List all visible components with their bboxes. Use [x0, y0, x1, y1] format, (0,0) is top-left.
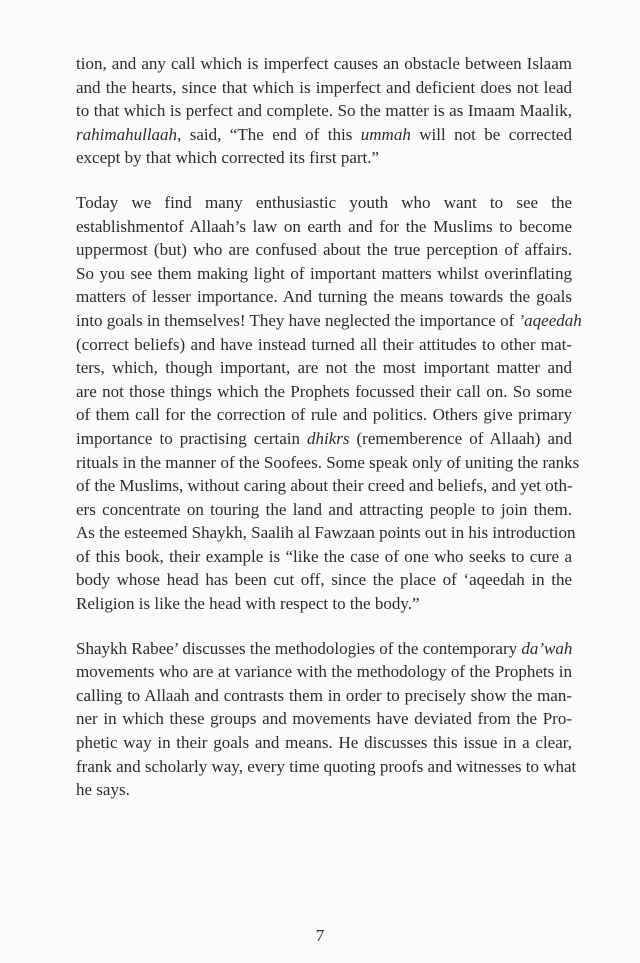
- text-run: As the esteemed Shaykh, Saalih al Fawzaan points out in his introduction: [76, 523, 576, 543]
- italic-term: rahimahullaah: [76, 124, 178, 144]
- text-line: [76, 660, 572, 684]
- text-run: importance to practising certain: [76, 428, 308, 448]
- text-run: Today we find many enthusiastic youth who want to see the: [76, 192, 572, 212]
- text-run: and the hearts, since that which is imperfect and deficient does not lead: [76, 77, 572, 97]
- text-run: phetic way in their goals and means. He discusses this issue in a clear,: [76, 733, 572, 753]
- text-run: of this book, their example is “like the case of one who seeks to cure a: [76, 546, 572, 566]
- text-line: [76, 333, 572, 357]
- text-line: [76, 285, 572, 309]
- text-line: [76, 637, 572, 661]
- text-run: body whose head has been cut off, since the place of ‘aqeedah in the: [76, 570, 572, 590]
- paragraph-2: [76, 191, 582, 616]
- text-run: tion, and any call which is imperfect causes an obstacle between Islaam: [76, 54, 572, 73]
- text-line: [76, 262, 572, 286]
- paragraph-1: [76, 52, 572, 170]
- text-run: are not those things which the Prophets focussed their call on. So some: [76, 381, 572, 401]
- text-line: [76, 545, 572, 569]
- text-run: calling to Allaah and contrasts them in order to precisely show the man-: [76, 685, 572, 705]
- text-run: except by that which corrected its first part.”: [76, 148, 380, 168]
- text-run: establishmentof Allaah’s law on earth and for the Muslims to become: [76, 216, 572, 236]
- text-run: (rememberence of Allaah) and: [349, 428, 572, 448]
- text-line: [76, 52, 572, 76]
- text-run: frank and scholarly way, every time quoting proofs and witnesses to what: [76, 756, 577, 776]
- text-run: matters of lesser importance. And turning the means towards the goals: [76, 287, 572, 307]
- text-run: ers concentrate on touring the land and attracting people to join them.: [76, 499, 572, 519]
- text-run: to that which is perfect and complete. So the matter is as Imaam Maalik,: [76, 101, 572, 121]
- text-line: [76, 707, 572, 731]
- text-line: [76, 309, 582, 333]
- text-run: Shaykh Rabee’ discusses the methodologies of the contemporary: [76, 638, 522, 658]
- text-line: [76, 755, 577, 779]
- italic-term: da’wah: [521, 638, 573, 658]
- text-line: [76, 191, 572, 215]
- text-line: [76, 498, 572, 522]
- text-run: rituals in the manner of the Soofees. Some speak only of uniting the ranks: [76, 452, 580, 472]
- text-run: he says.: [76, 780, 130, 800]
- page-body: [76, 52, 582, 802]
- text-line: [76, 778, 572, 802]
- text-run: of them call for the correction of rule and politics. Others give primary: [76, 405, 572, 425]
- text-line: [76, 474, 572, 498]
- italic-term: dhikrs: [307, 428, 350, 448]
- text-run: (correct beliefs) and have instead turned all their attitudes to other mat-: [76, 334, 572, 354]
- text-line: [76, 731, 572, 755]
- text-run: into goals in themselves! They have neglected the importance of: [76, 310, 519, 330]
- text-run: , said, “The end of this: [177, 124, 361, 144]
- text-run: ner in which these groups and movements have deviated from the Pro-: [76, 709, 572, 729]
- text-line: [76, 380, 572, 404]
- paragraph-3: [76, 637, 577, 802]
- text-run: uppermost (but) who are confused about the true perception of affairs.: [76, 240, 572, 260]
- text-run: will not be corrected: [410, 124, 572, 144]
- text-line: [76, 684, 572, 708]
- text-run: ters, which, though important, are not the most important matter and: [76, 358, 572, 378]
- text-line: [76, 521, 576, 545]
- text-line: [76, 99, 572, 123]
- text-line: [76, 123, 572, 147]
- text-line: [76, 427, 572, 451]
- text-line: [76, 215, 572, 239]
- text-line: [76, 403, 572, 427]
- text-line: [76, 568, 572, 592]
- text-line: [76, 451, 580, 475]
- text-run: Religion is like the head with respect to the body.”: [76, 594, 420, 614]
- text-line: [76, 146, 572, 170]
- text-run: movements who are at variance with the methodology of the Prophets in: [76, 662, 572, 682]
- text-line: [76, 238, 572, 262]
- text-line: [76, 356, 572, 380]
- text-run: So you see them making light of important matters whilst overinflating: [76, 263, 572, 283]
- italic-term: ’aqeedah: [518, 310, 582, 330]
- italic-term: ummah: [360, 124, 411, 144]
- text-line: [76, 592, 572, 616]
- text-line: [76, 76, 572, 100]
- page-number: 7: [315, 926, 325, 945]
- text-run: of the Muslims, without caring about their creed and beliefs, and yet oth-: [76, 476, 573, 496]
